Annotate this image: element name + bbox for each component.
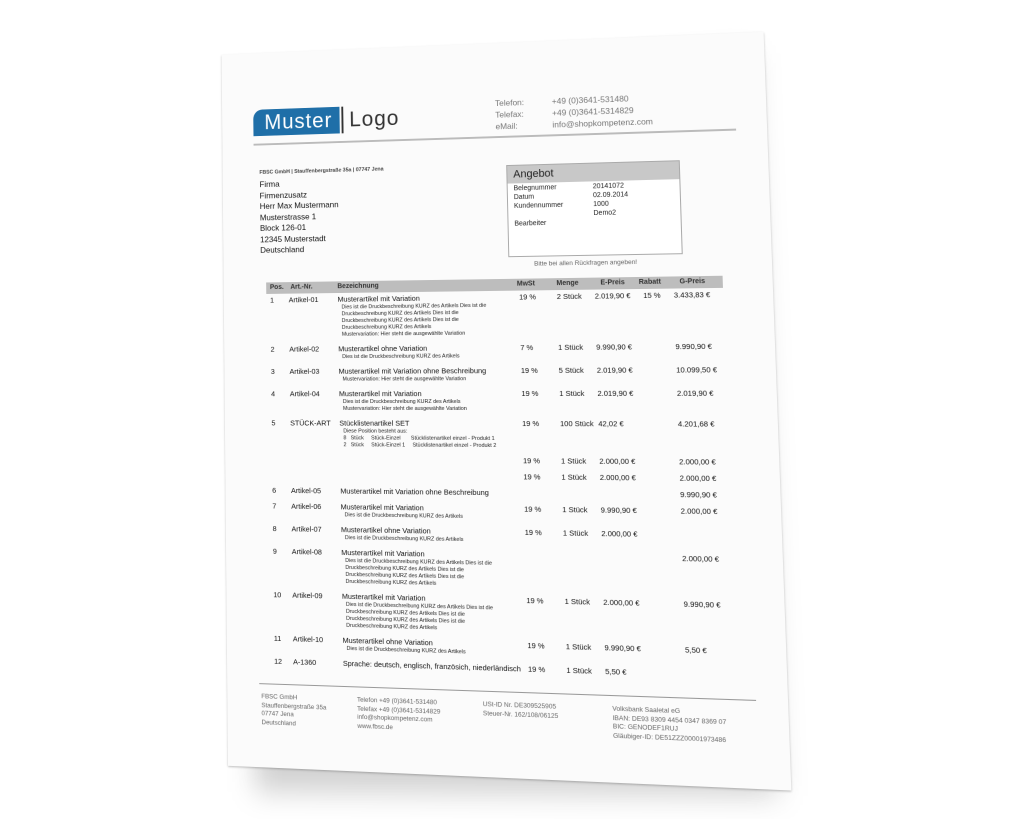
item-gpreis: 9.990,90 € [683,599,721,610]
item-gpreis: 10.099,50 € [676,365,718,375]
item-menge: 1 Stück [559,388,585,398]
item-gpreis: 2.000,00 € [678,457,716,467]
table-row [266,290,729,345]
email-value: info@shopkompetenz.com [552,116,654,130]
sender-line: FBSC GmbH | Stauffenbergstraße 35a | 07747 Jena [259,166,384,176]
footer-line: www.fbsc.de [357,722,393,731]
item-description-line: Dies ist die Druckbeschreibung KURZ des Artikels Dies ist die [345,601,494,612]
footer-company [261,693,326,730]
item-description-line: 2 Stück Stück-Einzel 1 Stücklistenartikel einzel - Produkt 2 [343,442,497,449]
reference-hint: Bitte bei allen Rückfragen angeben! [534,258,638,268]
item-description-line: Dies ist die Druckbeschreibung KURZ des Artikels [344,535,464,544]
offer-title: Angebot [507,161,679,183]
item-bezeichnung: Sprache: deutsch, englisch, französich, niederländisch [342,658,521,674]
item-epreis: 2.019,90 € [594,291,631,301]
footer-line: Telefon +49 (0)3641-531480 [356,696,438,707]
item-mwst: 19 % [519,292,537,302]
item-description-line: Dies ist die Druckbeschreibung KURZ des Artikels [342,353,460,361]
item-pos: 4 [271,389,276,399]
col-gpreis: G-Preis [679,278,706,286]
footer-line: Telefax +49 (0)3641-5314829 [357,705,441,716]
item-gpreis: 2.000,00 € [681,553,720,564]
item-description [342,353,459,361]
item-description-line: Mustervariation: Hier steht die ausgewählte Variation [342,405,467,412]
item-description-line: Druckbeschreibung KURZ des Artikels Dies ist die [341,310,459,318]
footer-line: info@shopkompetenz.com [357,713,433,724]
fax-label: Telefax: [495,108,524,120]
item-description [346,602,494,634]
item-description [345,558,492,589]
item-pos: 12 [274,656,283,666]
footer-tax [483,701,559,721]
offer-label: Belegnummer [513,184,557,193]
col-menge: Menge [556,279,579,288]
offer-value: 20141072 [592,182,625,191]
item-gpreis: 2.000,00 € [679,473,717,484]
item-pos: 9 [272,546,277,556]
offer-value: Demo2 [593,209,617,217]
item-description-line: Druckbeschreibung KURZ des Artikels Dies ist die [345,608,465,618]
item-description-line: Dies ist die Druckbeschreibung KURZ des Artikels [344,512,463,520]
item-bezeichnung: Musterartikel mit Variation [341,591,426,603]
footer-line: USt-ID Nr. DE309525905 [482,700,557,711]
company-logo [253,104,405,136]
item-epreis: 2.000,00 € [603,597,640,608]
item-mwst: 19 % [523,472,541,482]
item-epreis: 2.000,00 € [599,456,636,467]
item-gpreis: 2.000,00 € [680,506,718,517]
item-epreis: 2.000,00 € [601,528,638,539]
footer-bank [612,705,727,745]
item-description [342,376,466,383]
offer-label: Bearbeiter [514,219,547,228]
address-line: Block 126-01 [259,222,307,233]
item-art-nr: Artikel-01 [288,295,319,305]
item-art-nr: Artikel-03 [289,366,320,376]
item-description-line: Diese Position besteht aus: [343,428,408,435]
item-mwst: 19 % [520,365,538,376]
item-bezeichnung [340,455,515,456]
item-gpreis: 9.990,90 € [675,341,713,352]
recipient-address [259,177,339,256]
item-menge: 1 Stück [565,641,592,652]
footer-line: FBSC GmbH [261,693,298,702]
item-epreis: 5,50 € [605,666,627,677]
item-pos: 7 [272,501,277,511]
fax-value: +49 (0)3641-5314829 [551,105,634,118]
item-description-line: 8 Stück Stück-Einzel Stücklistenartikel einzel - Produkt 1 [343,435,495,442]
address-line: Firmenzusatz [259,189,308,200]
address-line: 12345 Musterstadt [260,232,326,244]
item-menge: 1 Stück [566,665,592,676]
item-gpreis: 4.201,68 € [677,419,715,429]
item-pos: 5 [271,418,276,428]
item-mwst: 19 % [522,456,541,466]
item-bezeichnung: Musterartikel mit Variation [341,547,425,559]
footer-line: Deutschland [261,718,296,727]
item-description-line: Dies ist die Druckbeschreibung KURZ des Artikels [346,645,466,656]
item-art-nr: Artikel-10 [292,634,324,645]
item-bezeichnung [340,471,515,472]
item-description-line: Druckbeschreibung KURZ des Artikels [346,622,438,632]
item-description [341,303,487,339]
phone-label: Telefon: [494,97,525,109]
item-menge: 100 Stück [559,419,594,429]
contact-block [495,92,653,133]
col-mwst: MwSt [516,280,535,288]
item-bezeichnung: Musterartikel ohne Variation [342,635,433,648]
table-row [267,389,731,420]
email-label: eMail: [495,120,518,132]
item-pos: 2 [270,344,275,354]
item-description-line: Druckbeschreibung KURZ des Artikels Dies ist die [345,564,465,574]
item-art-nr: Artikel-05 [290,486,322,496]
item-menge: 1 Stück [564,596,591,607]
item-pos: 3 [270,367,275,376]
item-menge: 2 Stück [556,291,582,302]
item-bezeichnung: Stücklistenartikel SET [339,418,410,428]
item-mwst: 7 % [520,343,534,353]
footer-line: 07747 Jena [261,710,294,719]
item-menge: 5 Stück [558,365,584,375]
item-mwst: 19 % [524,527,542,538]
item-mwst: 19 % [524,504,542,514]
footer-line: IBAN: DE93 8309 4454 0347 8369 07 [612,714,727,726]
col-epreis: E-Preis [600,279,625,287]
item-mwst: 19 % [527,664,546,675]
logo-part-muster: Muster [253,107,340,136]
item-art-nr: Artikel-07 [291,524,322,534]
item-description-line: Dies ist die Druckbeschreibung KURZ des Artikels Dies ist die [341,302,487,311]
table-row [268,419,733,458]
item-art-nr: A-1360 [293,657,317,668]
item-bezeichnung: Musterartikel mit Variation ohne Beschreibung [340,486,489,498]
address-line: Herr Max Mustermann [259,199,339,211]
item-description [343,429,496,450]
item-mwst: 19 % [526,595,544,606]
footer-line: Steuer-Nr. 162/108/06125 [482,709,559,720]
item-description [345,512,463,521]
phone-value: +49 (0)3641-531480 [551,93,629,107]
item-menge: 1 Stück [561,472,587,482]
item-menge: 1 Stück [560,456,587,466]
item-art-nr: Artikel-04 [289,389,320,399]
item-gpreis: 3.433,83 € [673,290,711,300]
item-mwst: 19 % [527,640,545,651]
item-bezeichnung: Musterartikel mit Variation [338,389,422,399]
footer-line: BIC: GENODEF1RUJ [612,723,679,733]
item-pos: 1 [270,295,274,305]
table-row [267,365,730,389]
item-epreis: 2.019,90 € [596,365,633,375]
item-description-line: Druckbeschreibung KURZ des Artikels [345,578,437,587]
item-epreis: 2.019,90 € [597,388,634,398]
footer-line: Gläubiger-ID: DE51ZZZ00001973486 [612,732,727,744]
logo-part-logo: Logo [342,104,406,133]
item-epreis: 9.990,90 € [604,643,642,654]
item-description-line: Druckbeschreibung KURZ des Artikels [341,324,432,331]
item-art-nr: Artikel-08 [291,547,322,557]
table-row [267,342,730,368]
item-menge: 1 Stück [562,528,589,538]
item-description-line: Dies ist die Druckbeschreibung KURZ des Artikels Dies ist die [345,557,493,567]
item-epreis: 9.990,90 € [596,342,633,352]
item-menge: 1 Stück [557,342,584,352]
offer-label: Kundennummer [513,201,564,210]
item-epreis: 2.000,00 € [599,472,637,483]
footer-line: Stauffenbergstraße 35a [261,701,327,712]
offer-label: Datum [513,193,535,202]
item-description-line: Mustervariation: Hier steht die ausgewählte Variation [341,330,466,338]
item-description-line: Mustervariation: Hier steht die ausgewählte Variation [342,376,467,383]
offer-box [506,160,683,257]
item-gpreis: 5,50 € [684,645,707,656]
item-bezeichnung: Musterartikel mit Variation [340,502,424,513]
col-rabatt: Rabatt [638,278,662,286]
col-bez: Bezeichnung [337,282,379,291]
address-line: Firma [259,179,280,190]
item-bezeichnung: Musterartikel mit Variation [337,293,420,304]
item-bezeichnung: Musterartikel ohne Variation [340,525,431,536]
item-art-nr: Artikel-02 [289,344,320,354]
item-bezeichnung: Musterartikel mit Variation ohne Beschreibung [338,366,487,376]
item-art-nr: STÜCK-ART [290,418,331,428]
item-art-nr: Artikel-09 [292,590,323,601]
item-pos: 10 [273,590,282,600]
item-menge: 1 Stück [562,504,588,515]
item-pos: 8 [272,524,277,534]
item-pos: 6 [272,485,277,495]
item-epreis: 9.990,90 € [600,505,637,516]
item-description [343,399,467,413]
item-rabatt: 15 % [643,290,661,300]
document-page [222,32,792,791]
address-line: Deutschland [260,244,305,255]
footer-line: Volksbank Saaletal eG [612,705,681,716]
item-description-line: Druckbeschreibung KURZ des Artikels Dies ist die [341,316,459,325]
item-mwst: 19 % [521,388,539,398]
item-gpreis: 9.990,90 € [679,489,718,500]
offer-value: 02.09.2014 [592,191,629,200]
col-art: Art.-Nr. [290,283,313,291]
item-description-line: Dies ist die Druckbeschreibung KURZ des Artikels [342,399,461,405]
item-mwst: 19 % [522,419,540,429]
item-bezeichnung: Musterartikel ohne Variation [338,343,428,354]
offer-value: 1000 [593,200,609,209]
address-line: Musterstrasse 1 [259,211,317,222]
item-art-nr: Artikel-06 [291,501,322,512]
item-epreis: 42,02 € [598,419,624,429]
item-description [345,535,464,544]
footer-contact [357,697,441,735]
item-table [266,290,741,688]
item-description-line: Druckbeschreibung KURZ des Artikels Dies ist die [345,571,465,581]
item-pos: 11 [273,633,282,644]
col-pos: Pos. [269,284,284,292]
item-gpreis: 2.019,90 € [676,388,714,398]
item-description-line: Druckbeschreibung KURZ des Artikels Dies ist die [346,615,466,625]
